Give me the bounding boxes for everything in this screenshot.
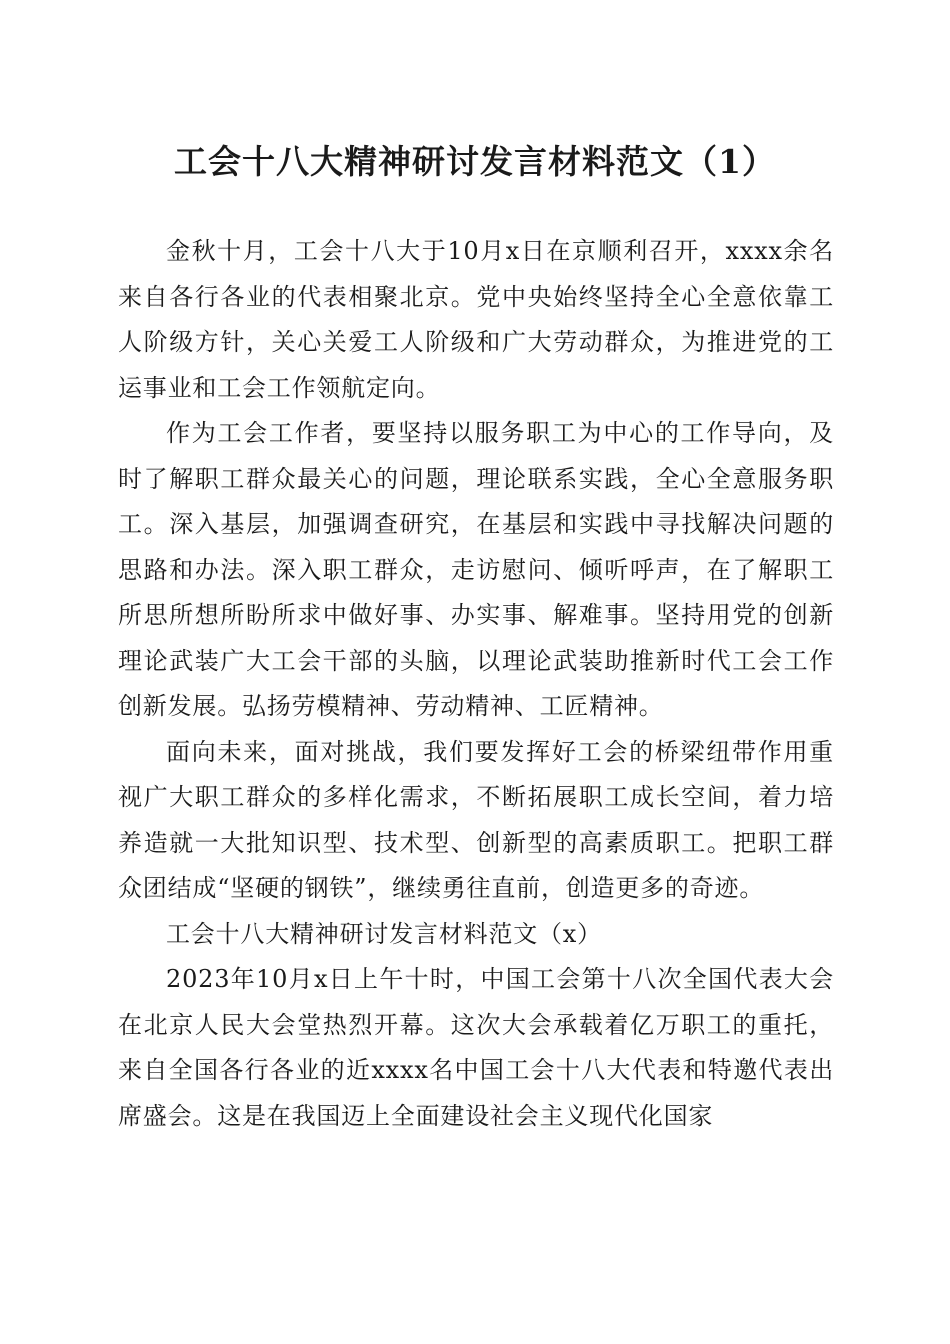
paragraph-1: 金秋十月，工会十八大于10月x日在京顺利召开，xxxx余名来自各行各业的代表相聚北京。党中央始终坚持全心全意依靠工人阶级方针，关心关爱工人阶级和广大劳动群众，为推进党的工运事业和工会工作领航定向。 — [118, 237, 834, 402]
paragraph-3: 面向未来，面对挑战，我们要发挥好工会的桥梁纽带作用重视广大职工群众的多样化需求，不断拓展职工成长空间，着力培养造就一大批知识型、技术型、创新型的高素质职工。把职工群众团结成“坚硬的钢铁”，继续勇往直前，创造更多的奇迹。 — [118, 737, 834, 902]
document-title: 工会十八大精神研讨发言材料范文（1） — [174, 142, 776, 181]
document-body — [118, 229, 834, 1139]
paragraph-2: 作为工会工作者，要坚持以服务职工为中心的工作导向，及时了解职工群众最关心的问题，理论联系实践，全心全意服务职工。深入基层，加强调查研究，在基层和实践中寻找解决问题的思路和办法。深入职工群众，走访慰问、倾听呼声，在了解职工所思所想所盼所求中做好事、办实事、解难事。坚持用党的创新理论武装广大工会干部的头脑，以理论武装助推新时代工会工作创新发展。弘扬劳模精神、劳动精神、工匠精神。 — [118, 419, 834, 720]
paragraph-4: 2023年10月x日上午十时，中国工会第十八次全国代表大会在北京人民大会堂热烈开幕。这次大会承载着亿万职工的重托，来自全国各行各业的近xxxx名中国工会十八大代表和特邀代表出席盛会。这是在我国迈上全面建设社会主义现代化国家 — [118, 965, 834, 1130]
section-subtitle: 工会十八大精神研讨发言材料范文（x） — [166, 919, 602, 948]
